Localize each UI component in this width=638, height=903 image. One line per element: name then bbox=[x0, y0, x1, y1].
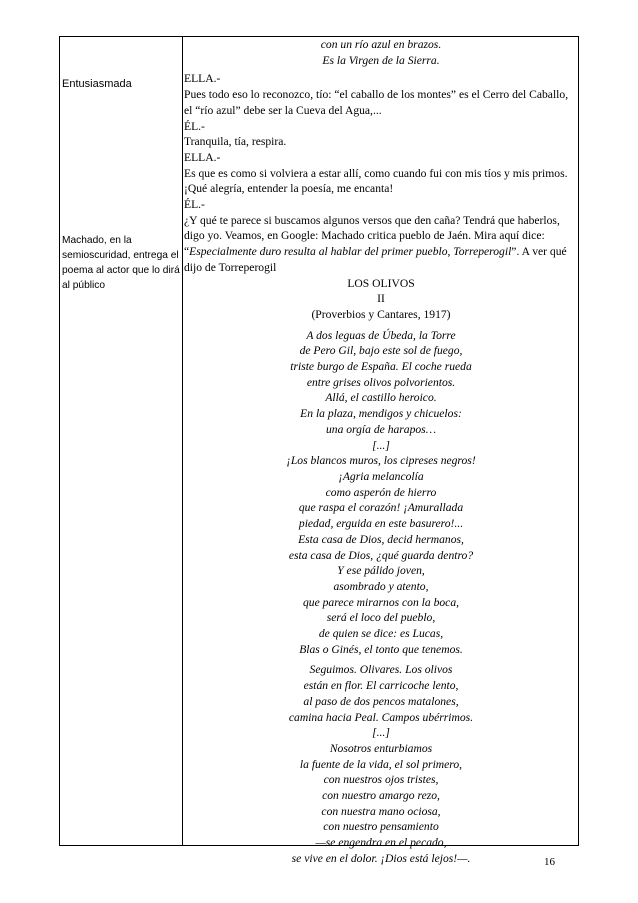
line-el-1: Tranquila, tía, respira. bbox=[184, 135, 287, 149]
verse-line: con nuestro pensamiento bbox=[323, 820, 439, 834]
verse-line: Seguimos. Olivares. Los olivos bbox=[309, 663, 453, 677]
poem-stanza-2 bbox=[184, 662, 578, 866]
verse-line: En la plaza, mendigos y chicuelos: bbox=[300, 407, 462, 421]
quote-italic: Especialmente duro resulta al hablar del primer pueblo, Torreperogil bbox=[189, 245, 512, 259]
poem-stanza-1 bbox=[184, 328, 578, 658]
verse-line: Esta casa de Dios, decid hermanos, bbox=[298, 532, 464, 546]
line-el-2 bbox=[184, 213, 578, 276]
verse-line: ¡Agria melancolía bbox=[338, 469, 424, 483]
verse-line: piedad, erguida en este basurero!... bbox=[298, 517, 464, 531]
verse-line: Blas o Ginés, el tonto que tenemos. bbox=[299, 642, 463, 656]
verse-line: ¡Los blancos muros, los cipreses negros! bbox=[286, 454, 476, 468]
stage-note-enthusiasm: Entusiasmada bbox=[62, 78, 132, 90]
top-verse-2: Es la Virgen de la Sierra. bbox=[322, 53, 440, 67]
verse-line: con nuestros ojos tristes, bbox=[323, 773, 439, 787]
verse-line: Y ese pálido joven, bbox=[337, 564, 425, 578]
verse-line: Allá, el castillo heroico. bbox=[325, 391, 437, 405]
speaker-ella: ELLA.- bbox=[184, 72, 221, 86]
verse-line: que parece mirarnos con la boca, bbox=[302, 595, 460, 609]
verse-line: será el loco del pueblo, bbox=[326, 611, 436, 625]
verse-line: camina hacia Peal. Campos ubérrimos. bbox=[288, 710, 474, 724]
verse-line: están en flor. El carricoche lento, bbox=[303, 679, 459, 693]
verse-line: la fuente de la vida, el sol primero, bbox=[299, 757, 463, 771]
verse-line: Nosotros enturbiamos bbox=[329, 741, 433, 755]
verse-line: de quien se dice: es Lucas, bbox=[318, 627, 444, 641]
page-number: 16 bbox=[544, 856, 555, 868]
poem-number: II bbox=[377, 292, 385, 306]
line-ella-2: Es que es como si volviera a estar allí, como cuando fui con mis tíos y mis primos. ¡Qué alegría, entender la poesía, me encanta! bbox=[184, 166, 568, 196]
verse-line: —se engendra en el pecado, bbox=[315, 836, 447, 850]
speaker-ella: ELLA.- bbox=[184, 150, 221, 164]
verse-line: con nuestro amargo rezo, bbox=[322, 789, 440, 803]
verse-line: que raspa el corazón! ¡Amurallada bbox=[298, 501, 464, 515]
verse-line: de Pero Gil, bajo este sol de fuego, bbox=[299, 344, 463, 358]
verse-line: al paso de dos pencos matalones, bbox=[303, 694, 459, 708]
quote-tail: ”. A ver qué dijo de Torreperogil bbox=[184, 245, 567, 274]
verse-line: triste burgo de España. El coche rueda bbox=[290, 360, 472, 374]
verse-line: una orgía de harapos… bbox=[325, 422, 437, 436]
line-ella-1: Pues todo eso lo reconozco, tío: “el caballo de los montes” es el Cerro del Caballo, el “río azul” debe ser la Cueva del Agua,... bbox=[184, 88, 569, 117]
column-divider bbox=[182, 37, 183, 845]
stage-note-machado: Machado, en la semioscuridad, entrega el poema al actor que lo dirá al público bbox=[62, 235, 180, 291]
verse-line: se vive en el dolor. ¡Dios está lejos!—. bbox=[291, 851, 471, 865]
speaker-el: ÉL.- bbox=[184, 119, 205, 133]
main-text-column bbox=[184, 37, 578, 867]
verse-line: [...] bbox=[372, 726, 390, 740]
verse-line: entre grises olivos polvorientos. bbox=[306, 375, 456, 389]
verse-line: esta casa de Dios, ¿qué guarda dentro? bbox=[288, 548, 474, 562]
verse-line: como asperón de hierro bbox=[325, 485, 437, 499]
poem-source: (Proverbios y Cantares, 1917) bbox=[311, 307, 451, 321]
top-verse-1: con un río azul en brazos. bbox=[320, 38, 442, 51]
verse-line: A dos leguas de Úbeda, la Torre bbox=[306, 328, 456, 342]
speaker-el: ÉL.- bbox=[184, 198, 205, 212]
verse-line: con nuestra mano ociosa, bbox=[321, 804, 441, 818]
verse-line: [...] bbox=[372, 438, 390, 452]
poem-title: LOS OLIVOS bbox=[347, 276, 415, 290]
verse-line: asombrado y atento, bbox=[333, 579, 429, 593]
line-el-2-text: ¿Y qué te parece si buscamos algunos versos que den caña? Tendrá que haberlos, digo yo. Veamos, en Google: Machado critica pueblo de Jaén. Mira aquí dice: “ bbox=[184, 213, 560, 259]
